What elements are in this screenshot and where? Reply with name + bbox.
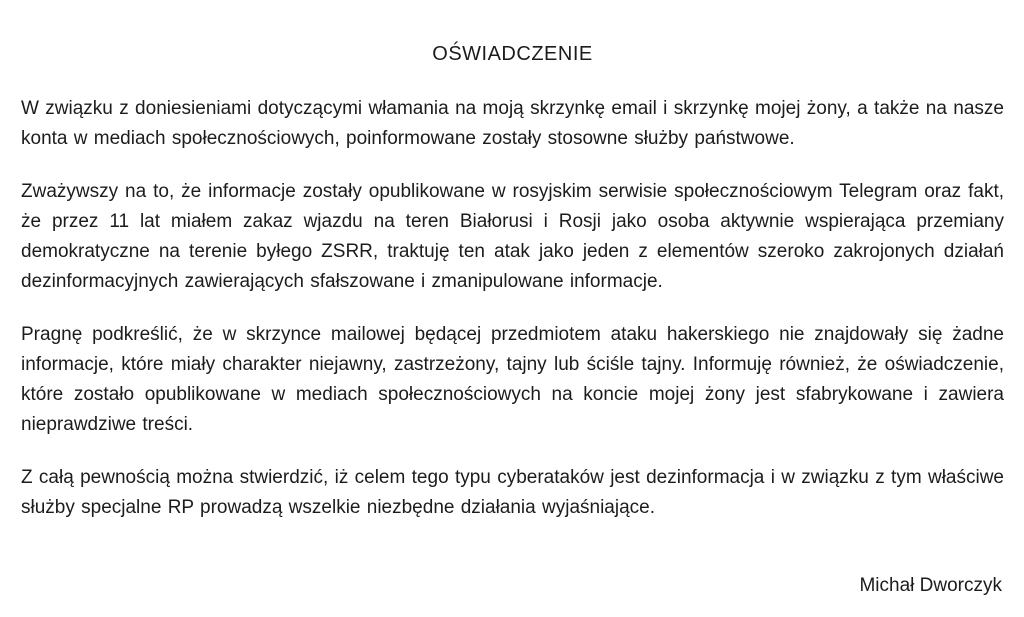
statement-paragraph-1: W związku z doniesieniami dotyczącymi włamania na moją skrzynkę email i skrzynkę mojej żony, a także na nasze konta w mediach społecznościowych, poinformowane zostały stosowne służby państwowe. (21, 98, 1004, 149)
statement-paragraph-3: Pragnę podkreślić, że w skrzynce mailowej będącej przedmiotem ataku hakerskiego nie znajdowały się żadne informacje, które miały charakter niejawny, zastrzeżony, tajny lub ściśle tajny. Informuję również, że oświadczenie, które zostało opublikowane w mediach społecznościowych na koncie mojej żony jest sfabrykowane i zawiera nieprawdziwe treści. (21, 324, 1004, 435)
signature-name: Michał Dworczyk (859, 575, 1002, 596)
statement-paragraph-2: Zważywszy na to, że informacje zostały opublikowane w rosyjskim serwisie społecznościowym Telegram oraz fakt, że przez 11 lat miałem zakaz wjazdu na teren Białorusi i Rosji jako osoba aktywnie wspierająca przemiany demokratyczne na terenie byłego ZSRR, traktuję ten atak jako jeden z elementów szeroko zakrojonych działań dezinformacyjnych zawierających sfałszowane i zmanipulowane informacje. (21, 181, 1004, 292)
statement-title: OŚWIADCZENIE (432, 43, 593, 65)
statement-paragraph-4: Z całą pewnością można stwierdzić, iż celem tego typu cyberataków jest dezinformacja i w związku z tym właściwe służby specjalne RP prowadzą wszelkie niezbędne działania wyjaśniające. (21, 467, 1004, 518)
